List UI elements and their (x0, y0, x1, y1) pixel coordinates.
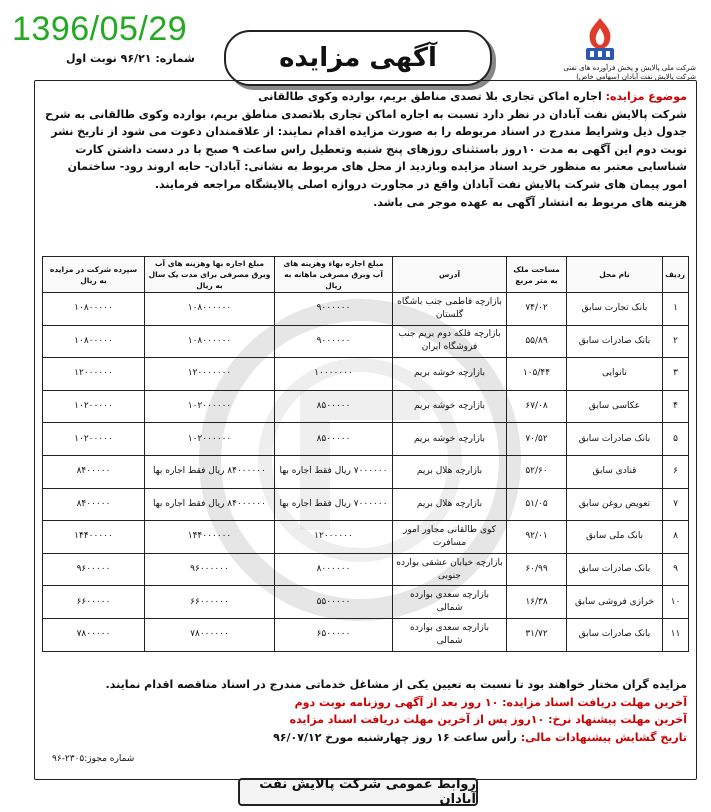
table-cell: ۵۵/۸۹ (507, 325, 567, 358)
table-cell: ۱۴۴۰۰۰۰۰۰ (145, 521, 275, 554)
table-cell: ۱۰۲۰۰۰۰۰۰ (145, 390, 275, 423)
table-cell: ۶ (663, 455, 689, 488)
table-cell: بازارچه هلال بریم (393, 455, 507, 488)
table-cell: بانک صادرات سابق (567, 423, 663, 456)
table-cell: بازارچه فلکه دوم بریم جنب فروشگاه ایران (393, 325, 507, 358)
table-cell: بازارچه هلال بریم (393, 488, 507, 521)
table-row (43, 553, 689, 586)
table-cell: بازارچه سعدی بوارده شمالی (393, 618, 507, 651)
notice-footer (42, 676, 687, 746)
permit-number: شماره مجوز:۲۳۰۵-۹۶ (52, 754, 135, 764)
notice-paragraph: شرکت پالایش نفت آبادان در نظر دارد تسبت به اجاره اماکن تجاری بلاتصدی مناطق بریم، بوارده وکوی طالقانی به شرح جدول ذیل وشرایط مندرج در اسناد مربوطه را به صورت مزایده اقدام نمایند: از علاقمندان دعوت می شود از تاریخ نشر توبت دوم این آگهی به مدت ۱۰روز باستثنای روزهای پنج شنبه وتعطیل راس ساعت ۹ صبح با در دست داشتن کارت شناسایی معتبر به منظور خرید اسناد مزایده وبازدید از محل های مربوط به نشانی: آبادان- حایه اروند رود- ساختمان امور پیمان های شرکت پالایش نفت آبادان واقع در مجاورت دروازه اصلی پالایشگاه مراجعه فرمایند. (44, 107, 687, 191)
table-cell: قنادی سابق (567, 455, 663, 488)
column-header: مبلغ اجاره بها وهزینه های آب وبرق مصرفی برای مدت یک سال به ریال (145, 257, 275, 293)
table-cell: ۸۴۰۰۰۰۰۰ ریال فقط اجاره بها (145, 455, 275, 488)
deadline-bids-value: ۱۰روز پس از آخرین مهلت دریافت اسناد مزایده (289, 713, 545, 726)
table-cell: ۹۲/۰۱ (507, 521, 567, 554)
table-cell: بازارچه سعدی بوارده شمالی (393, 586, 507, 619)
column-header: مبلغ اجاره بهاء وهزینه های آب وبرق مصرفی ماهانه به ریال (275, 257, 393, 293)
table-row (43, 390, 689, 423)
table-cell: ۱۰۰۰۰۰۰۰ (275, 358, 393, 391)
properties-table-wrap (42, 256, 688, 652)
table-row (43, 618, 689, 651)
public-relations-banner: روابط عمومی شرکت پالایش نفت آبادان (238, 778, 478, 806)
company-logo (556, 14, 696, 84)
table-row (43, 521, 689, 554)
reference-number: شماره: ۹۶/۲۱ نوبت اول (66, 52, 195, 65)
table-cell: ۷۴/۰۲ (507, 293, 567, 326)
table-cell: ۱۰ (663, 586, 689, 619)
opening-value: رأس ساعت ۱۶ روز چهارشنبه مورخ ۹۶/۰۷/۱۲ (273, 730, 517, 744)
company-caption: شرکت ملی پالایش و پخش فرآورده های نفتی شرکت پالایش نفت آبادان (سهامی خاص) (563, 64, 696, 81)
table-cell: ۹ (663, 553, 689, 586)
table-cell: بانک صادرات سابق (567, 618, 663, 651)
table-cell: بازارچه خیابان عشقی بوارده جنوبی (393, 553, 507, 586)
table-cell: ۶۶۰۰۰۰۰ (43, 586, 145, 619)
table-cell: ۳ (663, 358, 689, 391)
table-row (43, 325, 689, 358)
table-cell: ۱۰۸۰۰۰۰۰۰ (145, 293, 275, 326)
table-cell: بازارچه خوشه بریم (393, 390, 507, 423)
notice-body (42, 88, 687, 211)
table-cell: ۸۴۰۰۰۰۰۰ ریال فقط اجاره بها (145, 488, 275, 521)
table-cell: ۵۲/۶۰ (507, 455, 567, 488)
footer-note: مزایده گران مختار خواهند بود تا نسبت به تعیین یکی از مشاغل خدماتی مندرج در اسناد مناقصه اقدام نمایند. (105, 678, 687, 691)
table-cell: کوی طالقانی مجاور امور مسافرت (393, 521, 507, 554)
column-header: مساحت ملک به متر مربع (507, 257, 567, 293)
page-title: آگهی مزایده (224, 30, 492, 86)
date-stamp: 1396/05/29 (12, 10, 188, 48)
table-cell: ۴ (663, 390, 689, 423)
table-row (43, 423, 689, 456)
table-cell: خرازی فروشی سابق (567, 586, 663, 619)
table-header-row (43, 257, 689, 293)
column-header: سپرده شرکت در مزایده به ریال (43, 257, 145, 293)
table-cell: ۹۰۰۰۰۰۰ (275, 293, 393, 326)
table-cell: ۱۲۰۰۰۰۰۰ (275, 521, 393, 554)
table-row (43, 488, 689, 521)
table-cell: ۲ (663, 325, 689, 358)
column-header: آدرس (393, 257, 507, 293)
table-cell: ۶۶۰۰۰۰۰۰ (145, 586, 275, 619)
table-cell: تعویض روغن سابق (567, 488, 663, 521)
deadline-docs-value: ۱۰ روز بعد از آگهی روزنامه نوبت دوم (294, 695, 499, 709)
table-cell: ۸۴۰۰۰۰۰ (43, 455, 145, 488)
table-cell: ۱۰۸۰۰۰۰۰ (43, 325, 145, 358)
table-cell: ۷۰۰۰۰۰۰ ریال فقط اجاره بها (275, 455, 393, 488)
table-cell: ۹۰۰۰۰۰۰ (275, 325, 393, 358)
table-cell: ۱ (663, 293, 689, 326)
table-cell: ۸۵۰۰۰۰۰ (275, 423, 393, 456)
column-header: ردیف (663, 257, 689, 293)
table-cell: ۱۰۸۰۰۰۰۰۰ (145, 325, 275, 358)
table-cell: ۱۴۴۰۰۰۰۰ (43, 521, 145, 554)
table-cell: ۷۰/۵۲ (507, 423, 567, 456)
table-cell: ۷۸۰۰۰۰۰۰ (145, 618, 275, 651)
table-cell: ۱۰۲۰۰۰۰۰۰ (145, 423, 275, 456)
table-cell: بازارچه خوشه بریم (393, 423, 507, 456)
table-cell: بانک صادرات سابق (567, 325, 663, 358)
table-body (43, 293, 689, 652)
table-cell: بانک ملی سابق (567, 521, 663, 554)
properties-table (42, 256, 689, 652)
table-row (43, 586, 689, 619)
refinery-flame-icon (580, 16, 620, 62)
table-cell: ۱۰۵/۴۴ (507, 358, 567, 391)
table-cell: ۷۸۰۰۰۰۰ (43, 618, 145, 651)
deadline-bids-label: آخرین مهلت پیشنهاد نرخ: (548, 713, 687, 726)
table-cell: ۸۰۰۰۰۰۰ (275, 553, 393, 586)
table-cell: بازارچه خوشه بریم (393, 358, 507, 391)
subject-text: اجاره اماکن تجاری بلا تصدی مناطق بریم، بوارده وکوی طالقانی (258, 90, 602, 103)
table-cell: ۷ (663, 488, 689, 521)
table-cell: ۷۰۰۰۰۰۰ ریال فقط اجاره بها (275, 488, 393, 521)
table-cell: ۸۴۰۰۰۰۰ (43, 488, 145, 521)
table-cell: ۶۰/۹۹ (507, 553, 567, 586)
opening-label: تاریخ گشایش پیشنهادات مالی: (520, 730, 687, 744)
table-cell: بانک تجارت سابق (567, 293, 663, 326)
table-cell: ۱۲۰۰۰۰۰۰۰ (145, 358, 275, 391)
table-cell: بازارچه فاطمی جنب باشگاه گلستان (393, 293, 507, 326)
subject-label: موضوع مزایده: (605, 90, 687, 103)
table-row (43, 455, 689, 488)
cost-note: هزینه های مربوط به انتشار آگهی به عهده موجر می باشد. (373, 195, 687, 209)
table-cell: ۱۰۲۰۰۰۰۰ (43, 423, 145, 456)
table-cell: ۵۱/۰۵ (507, 488, 567, 521)
table-cell: ۳۱/۷۲ (507, 618, 567, 651)
table-cell: ۱۱ (663, 618, 689, 651)
column-header: نام محل (567, 257, 663, 293)
deadline-docs-label: آخرین مهلت دریافت اسناد مزایده: (502, 695, 687, 709)
table-cell: نانوایی (567, 358, 663, 391)
table-cell: ۱۰۸۰۰۰۰۰ (43, 293, 145, 326)
table-cell: ۸۵۰۰۰۰۰ (275, 390, 393, 423)
table-cell: ۱۶/۳۸ (507, 586, 567, 619)
table-cell: ۱۰۲۰۰۰۰۰ (43, 390, 145, 423)
table-row (43, 293, 689, 326)
table-row (43, 358, 689, 391)
table-cell: ۸ (663, 521, 689, 554)
table-cell: ۵ (663, 423, 689, 456)
table-cell: بانک صادرات سابق (567, 553, 663, 586)
table-cell: ۵۵۰۰۰۰۰ (275, 586, 393, 619)
table-cell: ۶۷/۰۸ (507, 390, 567, 423)
table-cell: ۹۶۰۰۰۰۰ (43, 553, 145, 586)
table-cell: عکاسی سابق (567, 390, 663, 423)
table-cell: ۹۶۰۰۰۰۰۰ (145, 553, 275, 586)
table-cell: ۱۲۰۰۰۰۰۰ (43, 358, 145, 391)
table-cell: ۶۵۰۰۰۰۰ (275, 618, 393, 651)
